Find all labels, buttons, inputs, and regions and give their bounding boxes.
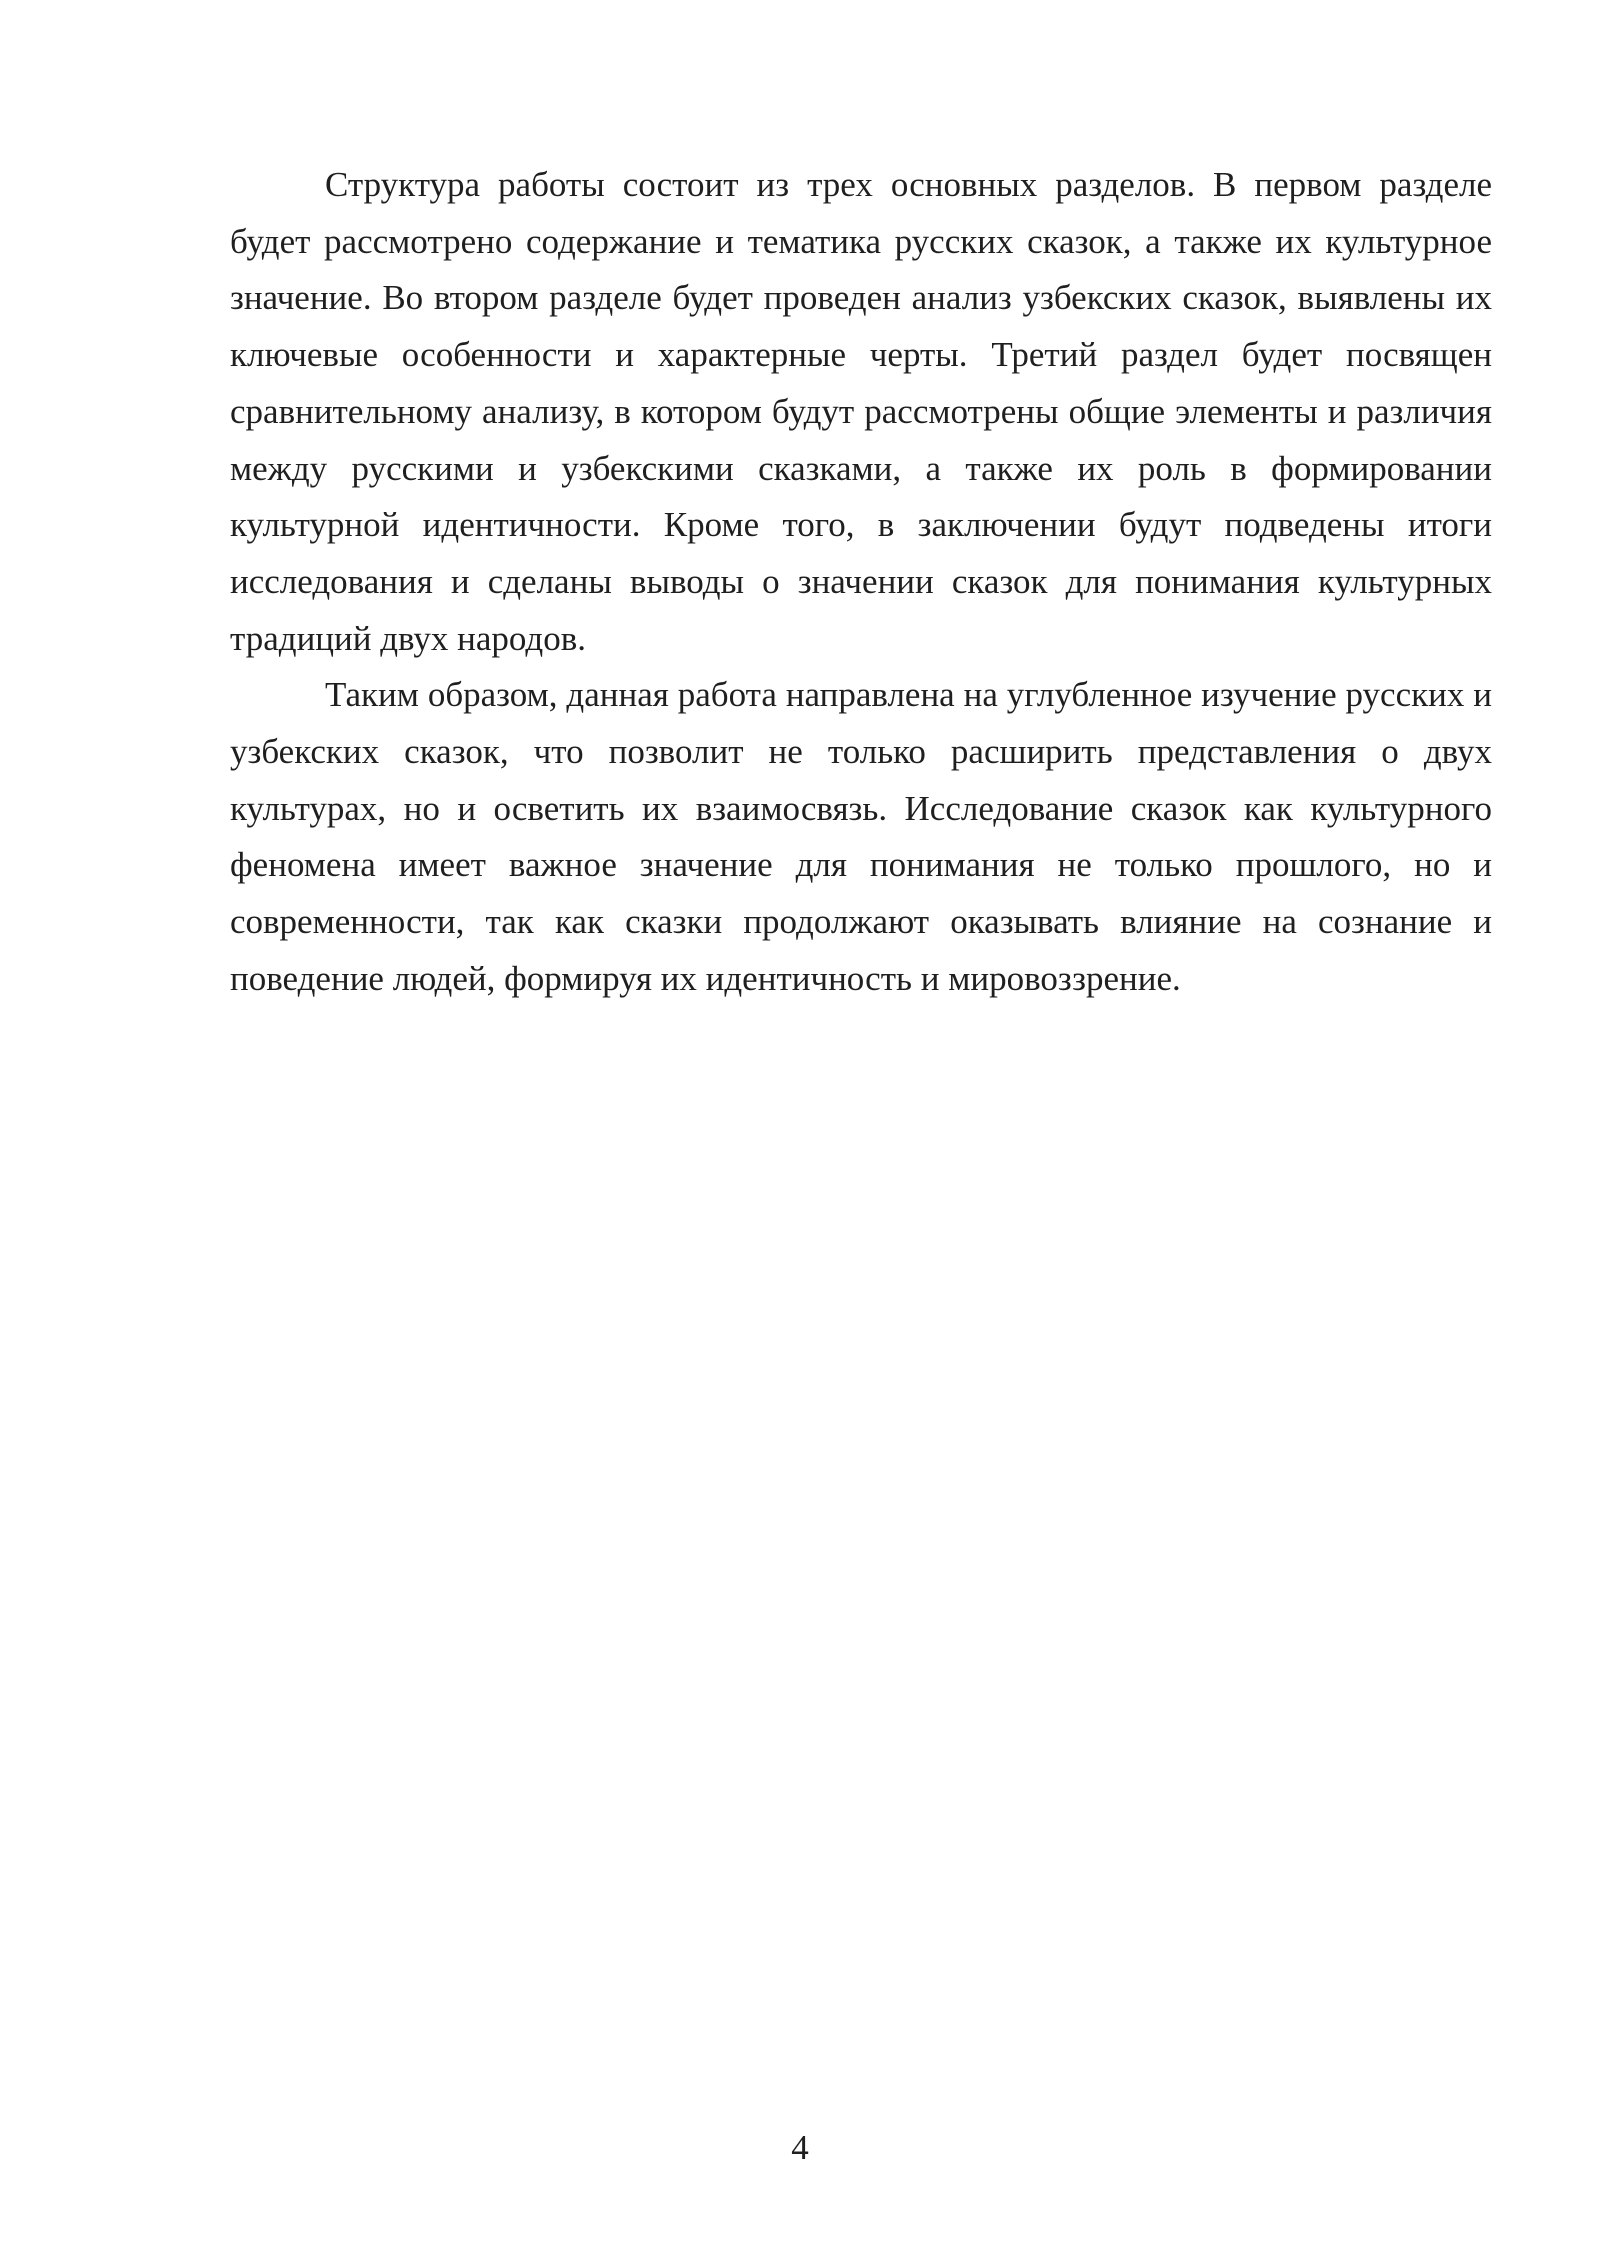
paragraph-conclusion: Таким образом, данная работа направлена на углубленное изучение русских и узбекских сказок, что позволит не только расширить представления о двух культурах, но и осветить их взаимосвязь. Исследование сказок как культурного феномена имеет важное значение для понимания не только прошлого, но и современности, так как сказки продолжают оказывать влияние на сознание и поведение людей, формируя их идентичность и мировоззрение.: [230, 675, 1492, 998]
paragraph-structure: Структура работы состоит из трех основных разделов. В первом разделе будет рассмотрено содержание и тематика русских сказок, а также их культурное значение. Во втором разделе будет проведен анализ узбекских сказок, выявлены их ключевые особенности и характерные черты. Третий раздел будет посвящен сравнительному анализу, в котором будут рассмотрены общие элементы и различия между русскими и узбекскими сказками, а также их роль в формировании культурной идентичности. Кроме того, в заключении будут подведены итоги исследования и сделаны выводы о значении сказок для понимания культурных традиций двух народов.: [230, 165, 1492, 658]
body-text: [230, 157, 1492, 1008]
page-number: 4: [791, 2128, 809, 2167]
